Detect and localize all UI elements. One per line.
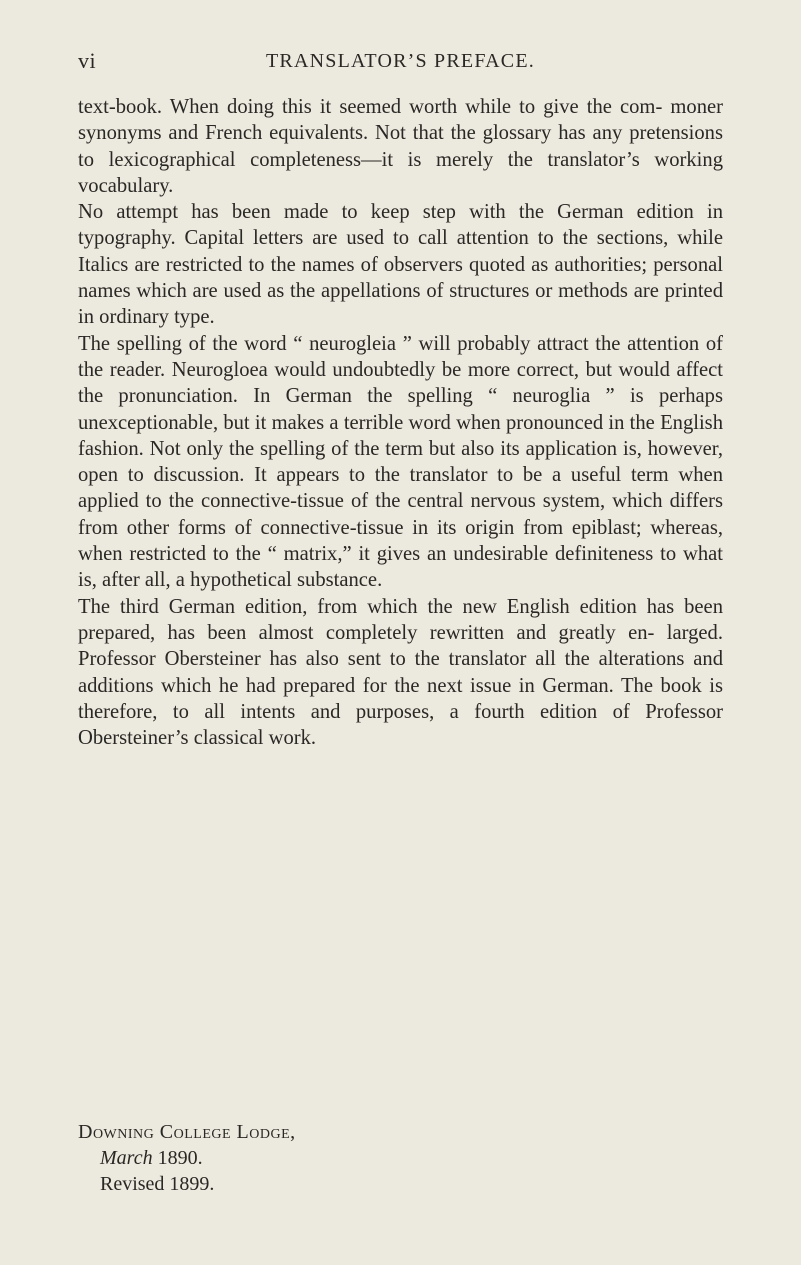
- page-number: vi: [78, 48, 97, 73]
- signature-block: [78, 1119, 478, 1197]
- preface-body: [78, 94, 723, 751]
- paragraph-neurogleia: The spelling of the word “ neurogleia ” will probably attract the attention of the reader. Neurogloea would undoubtedly be more correct, but would affect the pronunciation. In German the spelling “ neuroglia ” is perhaps unexceptionable, but it makes a terrible word when pronounced in the English fashion. Not only the spelling of the term but also its application is, however, open to discussion. It appears to the translator to be a useful term when applied to the connective-tissue of the central nervous system, which differs from other forms of connective-tissue in its origin from epiblast; whereas, when restricted to the “ matrix,” it gives an undesirable definiteness to what is, after all, a hypothetical substance.: [78, 332, 723, 592]
- paragraph-typography: No attempt has been made to keep step with the German edition in typography. Capital letters are used to call attention to the sections, while Italics are restricted to the names of observers quoted as authorities; personal names which are used as the appellations of structures or methods are printed in ordinary type.: [78, 201, 723, 329]
- signature-date: [78, 1145, 478, 1171]
- signature-month: March: [100, 1147, 153, 1169]
- paragraph-edition: The third German edition, from which the new English edition has been prepared, has been almost completely rewritten and greatly en- larged. Professor Obersteiner has also sent to the translator all the alterations and additions which he had prepared for the next issue in German. The book is therefore, to all intents and purposes, a fourth edition of Professor Obersteiner’s classical work.: [78, 595, 723, 750]
- running-head: [78, 48, 723, 78]
- signature-revised: Revised 1899.: [100, 1173, 215, 1195]
- running-title: TRANSLATOR’S PREFACE.: [266, 50, 535, 72]
- paragraph-continuation: text-book. When doing this it seemed worth while to give the com- moner synonyms and French equivalents. Not that the glossary has any pretensions to lexicographical completeness—it is merely the translator’s working vocabulary.: [78, 96, 723, 197]
- signature-year: 1890.: [152, 1147, 203, 1169]
- signature-place: Downing College Lodge,: [78, 1121, 296, 1143]
